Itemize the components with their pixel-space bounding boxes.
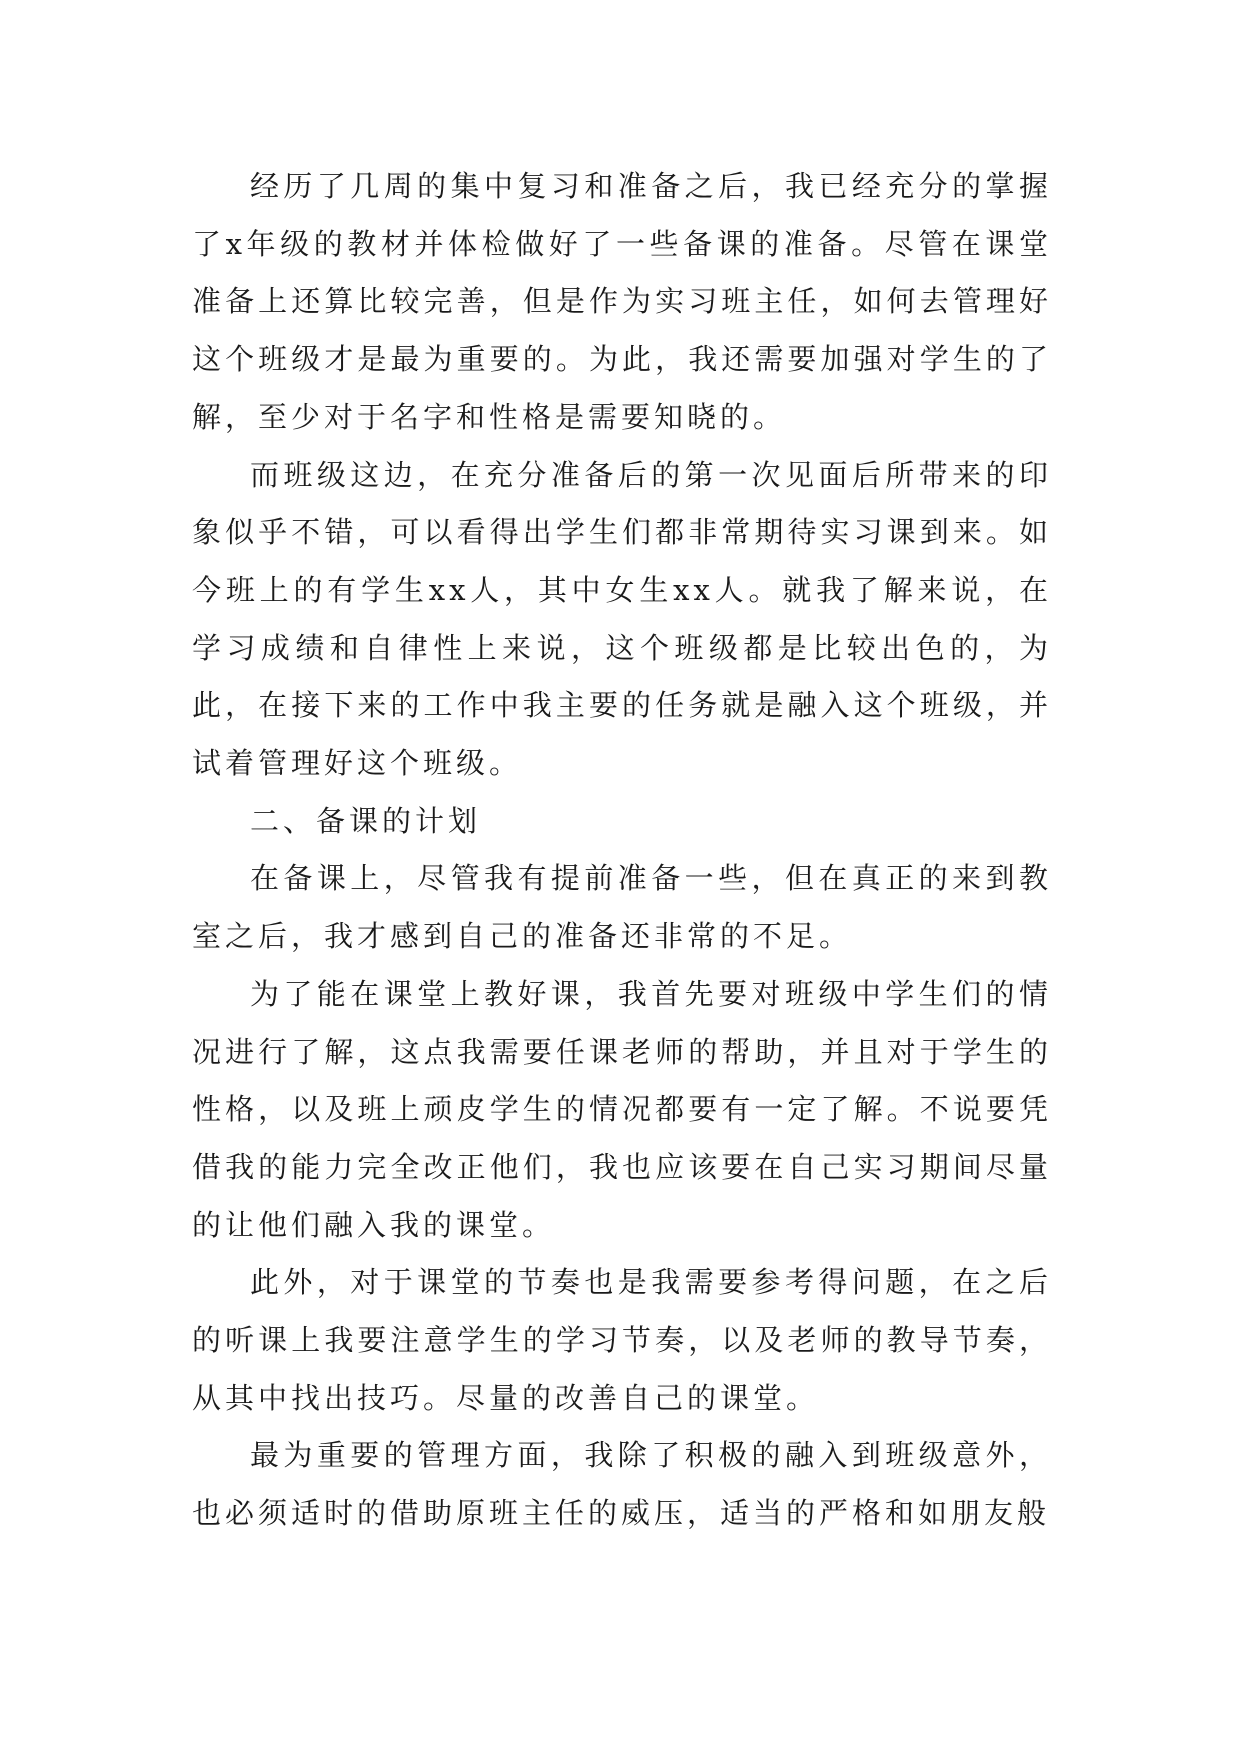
paragraph-class-impression: 而班级这边，在充分准备后的第一次见面后所带来的印象似乎不错，可以看得出学生们都非常期待实习课到来。如今班上的有学生xx人，其中女生xx人。就我了解来说，在学习成绩和自律性上来说，这个班级都是比较出色的，为此，在接下来的工作中我主要的任务就是融入这个班级，并试着管理好这个班级。: [192, 457, 1052, 781]
paragraph-preparation: 经历了几周的集中复习和准备之后，我已经充分的掌握了x年级的教材并体检做好了一些备课的准备。尽管在课堂准备上还算比较完善，但是作为实习班主任，如何去管理好这个班级才是最为重要的。为此，我还需要加强对学生的了解，至少对于名字和性格是需要知晓的。: [192, 169, 1052, 434]
paragraph-understand-students: 为了能在课堂上教好课，我首先要对班级中学生们的情况进行了解，这点我需要任课老师的帮助，并且对于学生的性格，以及班上顽皮学生的情况都要有一定了解。不说要凭借我的能力完全改正他们，我也应该要在自己实习期间尽量的让他们融入我的课堂。: [192, 976, 1052, 1242]
paragraph-lesson-prep: 在备课上，尽管我有提前准备一些，但在真正的来到教室之后，我才感到自己的准备还非常的不足。: [192, 861, 1052, 954]
paragraph-management: 最为重要的管理方面，我除了积极的融入到班级意外，也必须适时的借助原班主任的威压，适当的严格和如朋友般: [192, 1438, 1052, 1531]
paragraph-class-rhythm: 此外，对于课堂的节奏也是我需要参考得问题，在之后的听课上我要注意学生的学习节奏，以及老师的教导节奏，从其中找出技巧。尽量的改善自己的课堂。: [192, 1265, 1052, 1415]
section-heading-lesson-plan: 二、备课的计划: [250, 803, 482, 838]
document-body: [192, 158, 1052, 1543]
